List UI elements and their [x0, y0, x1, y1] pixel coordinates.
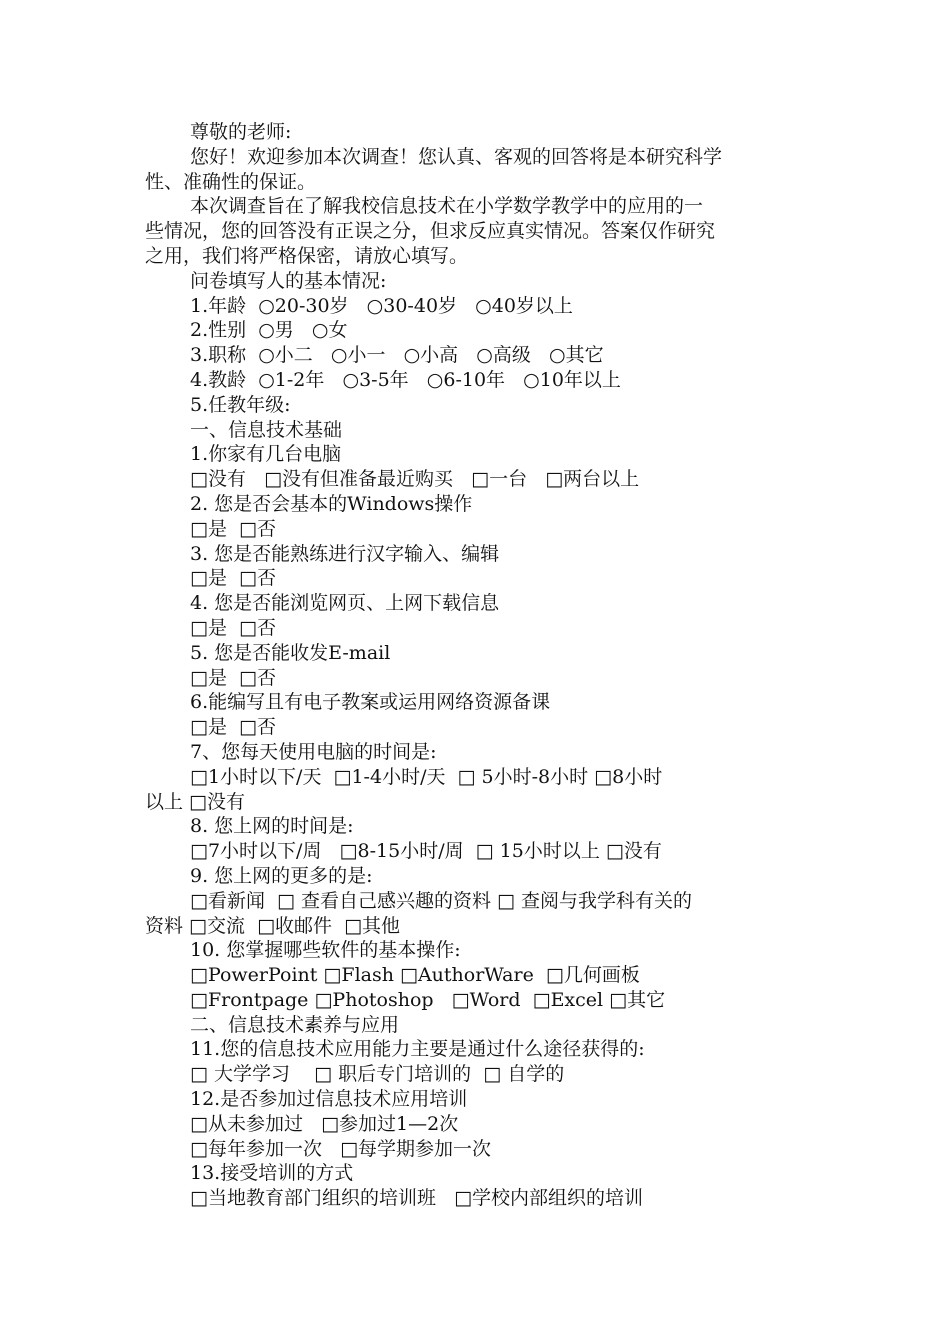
checkbox-options[interactable]: □1小时以下/天 □1-4小时/天 □ 5小时-8小时 □8小时: [190, 765, 663, 788]
age-question[interactable]: 1.年龄 ○20-30岁 ○30-40岁 ○40岁以上: [190, 294, 573, 317]
question: 11.您的信息技术应用能力主要是通过什么途径获得的:: [190, 1038, 645, 1061]
checkbox-options[interactable]: □当地教育部门组织的培训班 □学校内部组织的培训: [190, 1187, 644, 1210]
intro-line: 些情况，您的回答没有正误之分，但求反应真实情况。答案仅作研究: [145, 220, 716, 243]
question: 6.能编写且有电子教案或运用网络资源备课: [190, 691, 551, 714]
checkbox-options[interactable]: □Frontpage □Photoshop □Word □Excel □其它: [190, 988, 666, 1011]
grade-question: 5.任教年级:: [190, 393, 291, 416]
basic-info-heading: 问卷填写人的基本情况:: [190, 269, 387, 292]
intro-line: 本次调查旨在了解我校信息技术在小学数学教学中的应用的一: [190, 195, 704, 218]
intro-line: 您好！欢迎参加本次调查！您认真、客观的回答将是本研究科学: [190, 145, 723, 168]
gender-question[interactable]: 2.性别 ○男 ○女: [190, 319, 348, 342]
checkbox-options[interactable]: □ 大学学习 □ 职后专门培训的 □ 自学的: [190, 1063, 565, 1086]
checkbox-options[interactable]: □每年参加一次 □每学期参加一次: [190, 1137, 492, 1160]
checkbox-options[interactable]: 资料 □交流 □收邮件 □其他: [145, 914, 401, 937]
checkbox-options[interactable]: 以上 □没有: [145, 790, 245, 813]
question: 8. 您上网的时间是:: [190, 815, 354, 838]
section-heading: 二、信息技术素养与应用: [190, 1013, 400, 1036]
question: 3. 您是否能熟练进行汉字输入、编辑: [190, 542, 500, 565]
question: 9. 您上网的更多的是:: [190, 864, 373, 887]
teaching-years-question[interactable]: 4.教龄 ○1-2年 ○3-5年 ○6-10年 ○10年以上: [190, 368, 621, 391]
checkbox-options[interactable]: □是 □否: [190, 666, 276, 689]
checkbox-options[interactable]: □7小时以下/周 □8-15小时/周 □ 15小时以上 □没有: [190, 840, 662, 863]
checkbox-options[interactable]: □看新闻 □ 查看自己感兴趣的资料 □ 查阅与我学科有关的: [190, 889, 693, 912]
checkbox-options[interactable]: □是 □否: [190, 716, 276, 739]
checkbox-options[interactable]: □是 □否: [190, 517, 276, 540]
question: 4. 您是否能浏览网页、上网下载信息: [190, 592, 500, 615]
checkbox-options[interactable]: □是 □否: [190, 567, 276, 590]
question: 1.你家有几台电脑: [190, 443, 342, 466]
question: 13.接受培训的方式: [190, 1162, 354, 1185]
title-question[interactable]: 3.职称 ○小二 ○小一 ○小高 ○高级 ○其它: [190, 344, 604, 367]
checkbox-options[interactable]: □是 □否: [190, 616, 276, 639]
question: 12.是否参加过信息技术应用培训: [190, 1088, 468, 1111]
greeting: 尊敬的老师:: [190, 121, 292, 143]
question: 2. 您是否会基本的Windows操作: [190, 492, 473, 515]
question: 7、您每天使用电脑的时间是:: [190, 740, 437, 763]
checkbox-options[interactable]: □从未参加过 □参加过1—2次: [190, 1112, 459, 1135]
intro-line: 性、准确性的保证。: [145, 170, 317, 193]
intro-line: 之用，我们将严格保密，请放心填写。: [145, 244, 469, 267]
section-heading: 一、信息技术基础: [190, 418, 343, 441]
checkbox-options[interactable]: □PowerPoint □Flash □AuthorWare □几何画板: [190, 964, 640, 987]
checkbox-options[interactable]: □没有 □没有但准备最近购买 □一台 □两台以上: [190, 468, 640, 491]
question: 5. 您是否能收发E-mail: [190, 641, 391, 664]
question: 10. 您掌握哪些软件的基本操作:: [190, 939, 461, 962]
